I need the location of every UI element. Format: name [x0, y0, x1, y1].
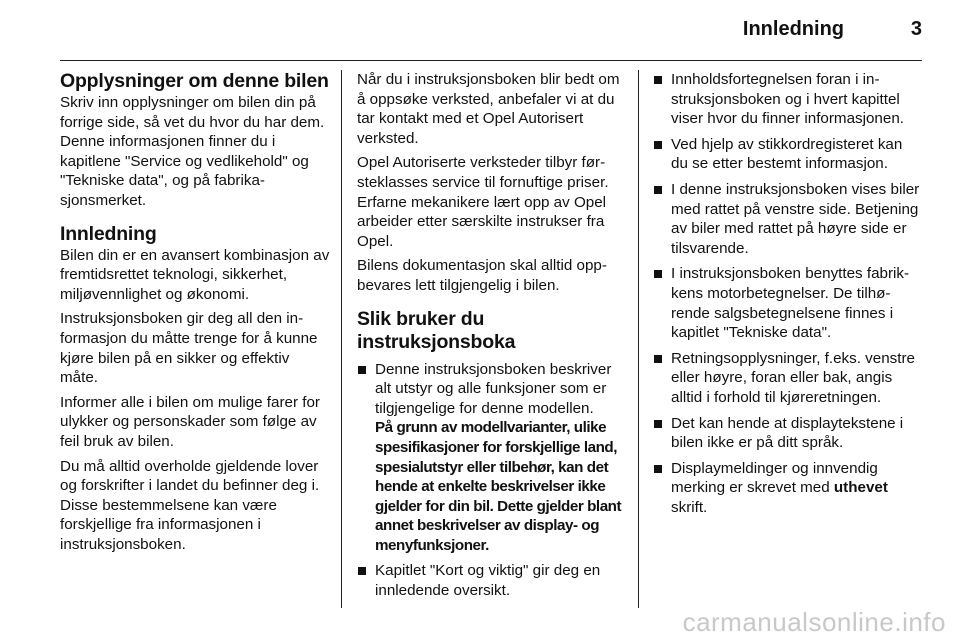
- paragraph: Bilens dokumentasjon skal alltid oppbevares lett tilgjengelig i bilen.: [357, 257, 607, 294]
- column-divider-1: [341, 70, 342, 608]
- column-divider-2: [638, 70, 639, 608]
- paragraph: Bilen din er en avansert kombinasjon av fremtidsrettet teknologi, sikkerhet, miljøvennlighet og økonomi.: [60, 246, 330, 303]
- page-title: Innledning: [742, 18, 844, 40]
- paragraph: Opel Autoriserte verksteder tilbyr førsteklasses service til fornuftige priser. Erfarne mekanikere lært opp av Opel arbeider etter særskilte instrukser fra Opel.: [357, 154, 609, 250]
- list-item-text: Displaymeldinger og innvendig merking er skrevet med: [671, 459, 878, 497]
- column-right: [653, 70, 923, 523]
- column-left: [60, 70, 330, 559]
- column-middle: [357, 70, 627, 607]
- paragraph: Instruksjonsboken gir deg all den informasjon du måtte trenge for å kunne kjøre bilen på en sikker og effektiv måte.: [60, 310, 318, 387]
- paragraph: Du må alltid overholde gjeldende lover og forskrifter i landet du befinner deg i. Disse bestemmelsene kan være forskjellige fra informasjonen i instruksjonsboken.: [60, 457, 320, 553]
- list-item-text: Denne instruksjonsboken beskriver alt utstyr og alle funksjoner som er tilgjengelige for denne modellen.: [375, 360, 612, 417]
- list-item: [653, 349, 923, 408]
- watermark: carmanualsonline.info: [682, 607, 946, 637]
- list-item-text: I denne instruksjonsboken vises biler med rattet på venstre side. Betjening av biler med rattet på høyre side er tilsvarende.: [671, 180, 920, 257]
- bullet-list: [653, 70, 923, 517]
- list-item-bold-note: På grunn av modellvarianter, ulike spesifikasjoner for forskjellige land, spesialutstyr eller tilbehør, kan det hende at enkelte beskrivelser ikke gjelder for din bil. Dette gjelder blant annet beskrivelser av display- og menyfunksjoner.: [375, 419, 622, 554]
- list-item-text: skrift.: [671, 498, 708, 516]
- list-item: [653, 180, 923, 258]
- paragraph: Når du i instruksjonsboken blir bedt om å oppsøke verksted, anbefaler vi at du tar kontakt med et Opel Autorisert verksted.: [357, 71, 620, 147]
- section-heading-introduction: Innledning: [60, 222, 157, 245]
- page-number: 3: [910, 18, 922, 40]
- bullet-list: [357, 360, 627, 601]
- list-item-text: Kapitlet "Kort og viktig" gir deg en innledende oversikt.: [375, 562, 601, 600]
- list-item: [653, 70, 923, 129]
- list-item-text: Ved hjelp av stikkordregisteret kan du se etter bestemt informasjon.: [671, 135, 903, 173]
- list-item: [653, 135, 923, 174]
- list-item: [653, 459, 923, 518]
- header-divider: [60, 60, 922, 61]
- list-item-text: I instruksjonsboken benyttes fabrikkens motorbetegnelser. De tilhørende salgsbetegnelsene finnes i kapitlet "Tekniske data".: [671, 265, 910, 342]
- list-item-text: Det kan hende at displaytekstene i bilen ikke er på ditt språk.: [671, 414, 904, 452]
- paragraph: Skriv inn opplysninger om bilen din på forrige side, så vet du hvor du har dem. Denne informasjonen finner du i kapitlene "Service og vedlikehold" og "Tekniske data", og på fabrikasjonsmerket.: [60, 94, 325, 209]
- list-item: [653, 264, 923, 342]
- bold-word: uthevet: [833, 479, 888, 497]
- section-heading-vehicle-info: Opplysninger om denne bilen: [60, 70, 329, 92]
- list-item: [357, 561, 627, 600]
- page-header: [60, 14, 922, 50]
- section-heading-how-to-use: Slik bruker du instruksjonsboka: [357, 307, 516, 353]
- paragraph: Informer alle i bilen om mulige farer for ulykker og personskader som følge av feil bruk av bilen.: [60, 393, 320, 450]
- list-item: [653, 414, 923, 453]
- list-item-text: Innholdsfortegnelsen foran i instruksjonsboken og i hvert kapittel viser hvor du finner informasjonen.: [671, 71, 904, 128]
- list-item: [357, 360, 627, 556]
- list-item-text: Retningsopplysninger, f.eks. venstre eller høyre, foran eller bak, angis alltid i forhold til kjøreretningen.: [671, 349, 915, 406]
